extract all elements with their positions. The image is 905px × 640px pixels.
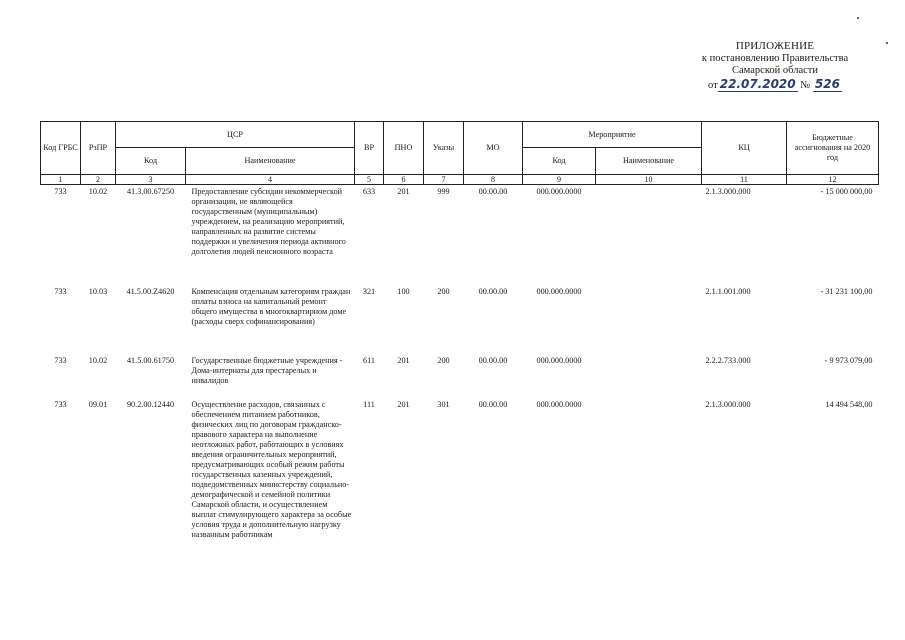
header-pno: ПНО xyxy=(384,122,424,175)
cell-mo: 00.00.00 xyxy=(478,355,508,365)
column-number: 6 xyxy=(384,175,424,185)
number-prefix: № xyxy=(800,79,811,91)
header-budget: Бюджетные ассигнования на 2020 год xyxy=(787,122,879,175)
cell-vr: 111 xyxy=(363,399,375,409)
table-row xyxy=(41,185,879,285)
cell-mo: 00.00.00 xyxy=(478,187,508,196)
cell-vr: 633 xyxy=(362,187,376,196)
appendix-header xyxy=(660,40,890,94)
header-meropriyatie: Мероприятие xyxy=(523,122,702,148)
table-row xyxy=(41,354,879,398)
cell-ukazy: 200 xyxy=(437,355,450,365)
cell-ukazy: 301 xyxy=(437,399,450,409)
cell-mer-name xyxy=(596,285,702,354)
column-number: 4 xyxy=(186,175,355,185)
cell-mer-name xyxy=(596,398,702,588)
header-csr-name: Наименование xyxy=(186,148,355,175)
appendix-line-1: к постановлению Правительства xyxy=(701,52,849,64)
cell-kc: 2.1.3.000.000 xyxy=(705,399,751,409)
cell-rzpr: 10.02 xyxy=(88,355,108,365)
cell-kc: 2.1.3.000.000 xyxy=(705,187,751,196)
cell-ukazy: 200 xyxy=(437,286,450,296)
column-number: 7 xyxy=(424,175,464,185)
cell-amount: 14 494 548,00 xyxy=(825,399,873,409)
cell-amount: - 15 000 000,00 xyxy=(820,187,873,196)
column-number: 9 xyxy=(523,175,596,185)
cell-grbs: 733 xyxy=(54,355,67,365)
cell-kc: 2.2.2.733.000 xyxy=(705,355,751,365)
handwritten-number: 526 xyxy=(814,76,840,91)
cell-pno: 201 xyxy=(397,355,410,365)
cell-csr-kod: 41.5.00.Z4620 xyxy=(126,286,175,296)
cell-csr-kod: 41.3.00.67250 xyxy=(126,187,175,196)
column-number: 2 xyxy=(81,175,116,185)
cell-amount: - 9 973 079,00 xyxy=(824,355,873,365)
header-ukazy: Указы xyxy=(424,122,464,175)
cell-rzpr: 10.03 xyxy=(88,286,108,296)
cell-mer-kod: 000.000.0000 xyxy=(536,187,582,196)
cell-rzpr: 10.02 xyxy=(88,187,108,196)
cell-mo: 00.00.00 xyxy=(478,399,508,409)
scan-speck xyxy=(857,17,859,19)
header-csr: ЦСР xyxy=(116,122,355,148)
column-number: 3 xyxy=(116,175,186,185)
column-number: 8 xyxy=(464,175,523,185)
cell-grbs: 733 xyxy=(54,187,67,196)
cell-name: Осуществление расходов, связанных с обеспечением питанием работников, физических лиц по договорам гражданско-правового характера на выполнение неотложных работ, работающих в условиях введения ограничительных мероприятий, предусматривающих особый режим работы государственных казенных учреждений, подведомственных министерству социально-демографической и семейной политики Самарской области, и осуществлением выплат стимулирующего характера за особые условия труда и дополнительную нагрузку названным работникам xyxy=(191,399,352,539)
column-number: 5 xyxy=(355,175,384,185)
appendix-line-2: Самарской области xyxy=(732,65,818,76)
cell-csr-kod: 90.2.00.12440 xyxy=(126,399,175,409)
cell-rzpr: 09.01 xyxy=(88,399,108,409)
cell-vr: 321 xyxy=(362,286,376,296)
handwritten-date: 22.07.2020 xyxy=(719,76,796,91)
header-kod-grbs: Код ГРБС xyxy=(41,122,81,175)
cell-mo: 00.00.00 xyxy=(478,286,508,296)
cell-vr: 611 xyxy=(363,355,375,365)
cell-pno: 100 xyxy=(397,286,410,296)
appendix-title: ПРИЛОЖЕНИЕ xyxy=(735,40,815,52)
cell-mer-kod: 000.000.0000 xyxy=(536,355,582,365)
table-row xyxy=(41,398,879,588)
cell-name: Предоставление субсидии некоммерческой организации, не являющейся государственным (муниципальным) учреждением, на реализацию мероприятий, направленных на развитие системы поддержки и увеличения периода активного долголетия людей пенсионного возраста xyxy=(191,187,346,256)
cell-name: Компенсация отдельным категориям граждан оплаты взноса на капитальный ремонт общего имущества в многоквартирном доме (расходы сверх софинансирования) xyxy=(191,286,351,326)
header-mo: МО xyxy=(464,122,523,175)
header-kc: КЦ xyxy=(702,122,787,175)
budget-table xyxy=(40,121,879,588)
column-number: 11 xyxy=(702,175,787,185)
cell-kc: 2.1.1.001.000 xyxy=(705,286,751,296)
appendix-date-line xyxy=(660,78,890,94)
cell-pno: 201 xyxy=(397,399,410,409)
header-rzpr: РзПР xyxy=(81,122,116,175)
cell-grbs: 733 xyxy=(54,399,67,409)
cell-pno: 201 xyxy=(397,187,410,196)
cell-amount: - 31 231 100,00 xyxy=(820,286,873,296)
cell-name: Государственные бюджетные учреждения - Дома-интернаты для престарелых и инвалидов xyxy=(191,355,343,385)
cell-grbs: 733 xyxy=(54,286,67,296)
cell-mer-name xyxy=(596,185,702,285)
date-prefix: от xyxy=(708,79,718,91)
column-number: 10 xyxy=(596,175,702,185)
cell-ukazy: 999 xyxy=(437,187,450,196)
table-row xyxy=(41,285,879,354)
header-mer-name: Наименование xyxy=(596,148,702,175)
column-number: 1 xyxy=(41,175,81,185)
header-vr: ВР xyxy=(355,122,384,175)
cell-mer-kod: 000.000.0000 xyxy=(536,399,582,409)
cell-mer-kod: 000.000.0000 xyxy=(536,286,582,296)
cell-mer-name xyxy=(596,354,702,398)
column-number: 12 xyxy=(787,175,879,185)
cell-csr-kod: 41.5.00.61750 xyxy=(126,355,175,365)
header-csr-kod: Код xyxy=(116,148,186,175)
header-mer-kod: Код xyxy=(523,148,596,175)
